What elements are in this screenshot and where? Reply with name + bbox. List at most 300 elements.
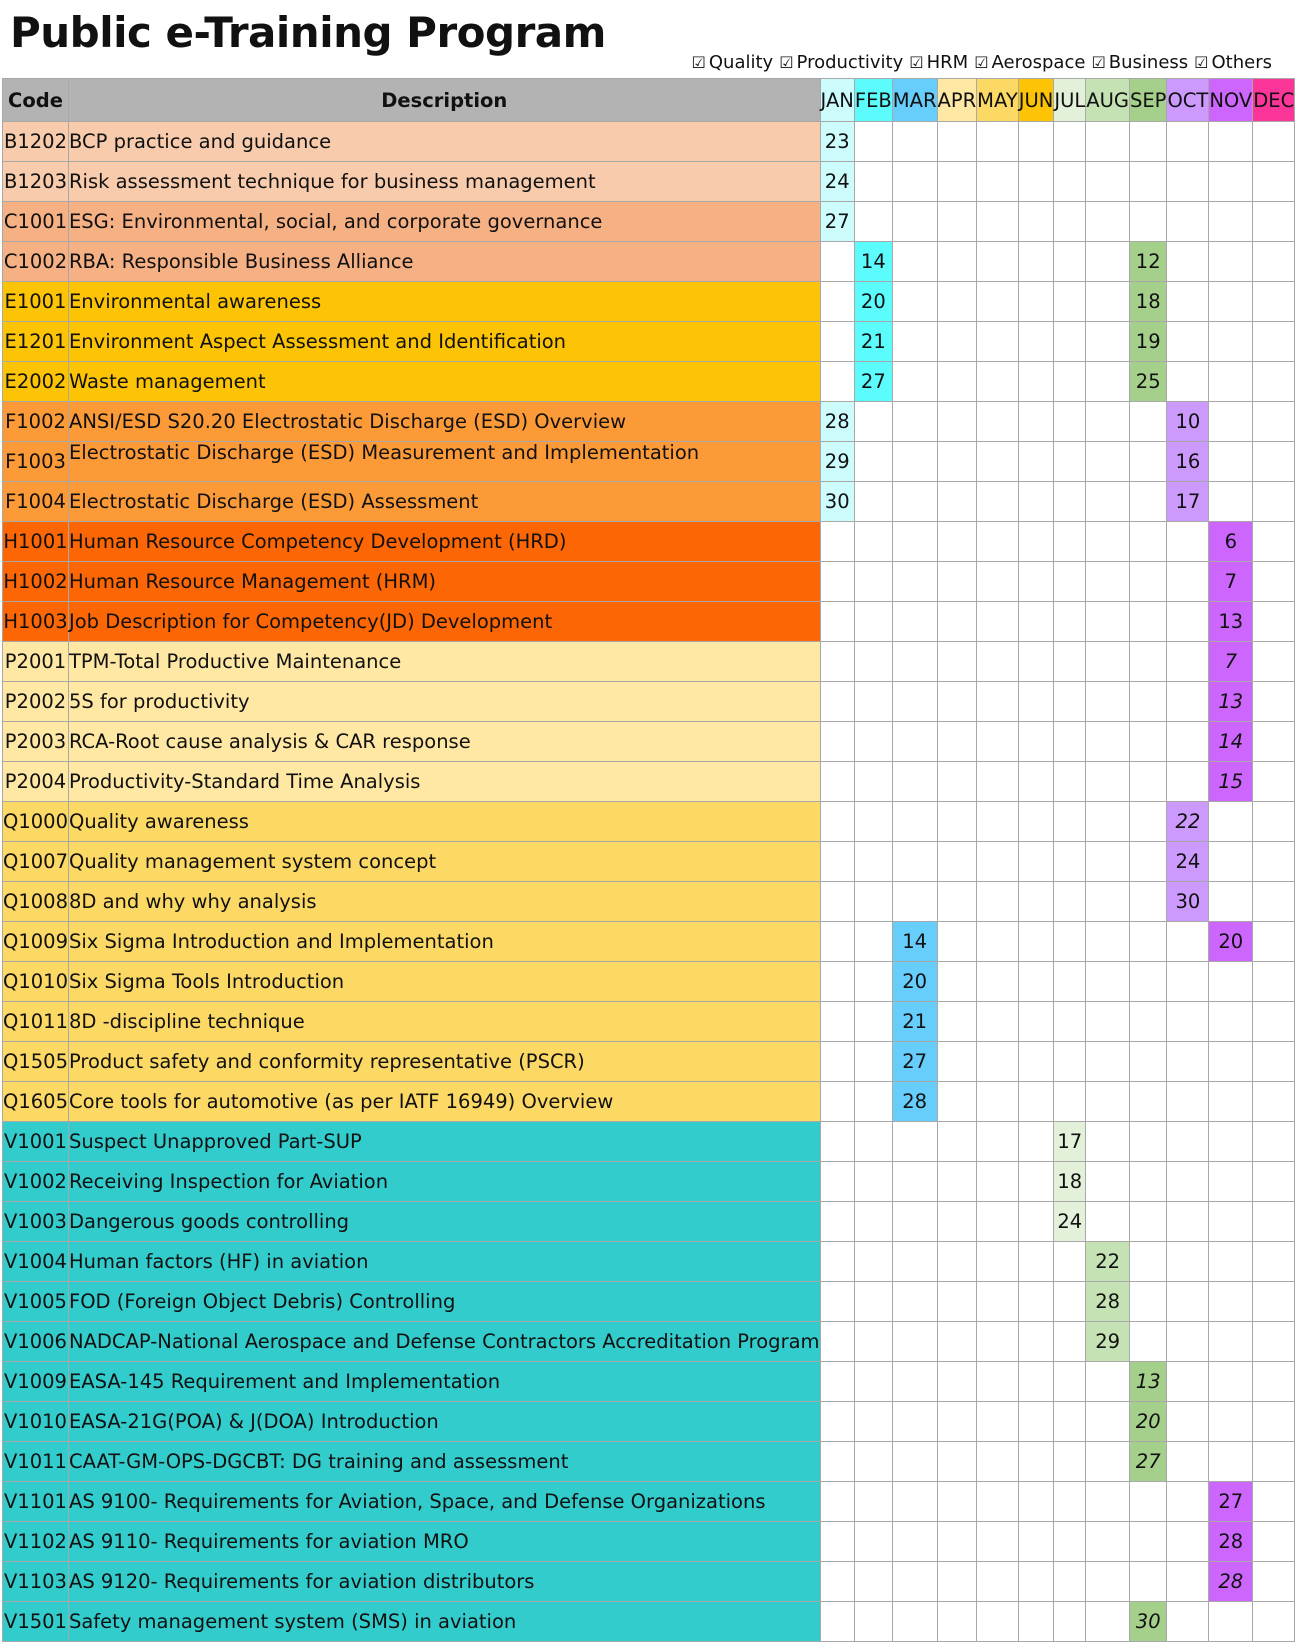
schedule-cell-feb: [854, 442, 892, 482]
course-row: [3, 682, 1295, 722]
course-description: EASA-145 Requirement and Implementation: [68, 1362, 820, 1402]
schedule-cell-oct: [1167, 922, 1209, 962]
schedule-cell-jun: [1018, 522, 1054, 562]
schedule-cell-feb: [854, 922, 892, 962]
course-row: [3, 1282, 1295, 1322]
schedule-cell-apr: [937, 722, 977, 762]
schedule-cell-nov: [1209, 442, 1253, 482]
schedule-cell-aug: [1086, 1562, 1130, 1602]
schedule-cell-nov: [1209, 362, 1253, 402]
schedule-cell-jul: [1054, 1442, 1086, 1482]
session-date: 16: [1167, 442, 1209, 482]
schedule-cell-sep: [1129, 602, 1166, 642]
schedule-cell-aug: [1086, 1522, 1130, 1562]
course-row: [3, 1322, 1295, 1362]
schedule-cell-sep: [1129, 162, 1166, 202]
session-date: 13: [1209, 602, 1253, 642]
course-description: Human factors (HF) in aviation: [68, 1242, 820, 1282]
session-date: 17: [1167, 482, 1209, 522]
schedule-cell-jan: [820, 1162, 854, 1202]
course-description: AS 9120- Requirements for aviation distributors: [68, 1562, 820, 1602]
schedule-cell-sep: [1129, 402, 1166, 442]
schedule-cell-jun: [1018, 1282, 1054, 1322]
schedule-cell-aug: [1086, 1362, 1130, 1402]
course-description: CAAT-GM-OPS-DGCBT: DG training and assessment: [68, 1442, 820, 1482]
schedule-cell-oct: [1167, 522, 1209, 562]
course-code: V1003: [3, 1202, 69, 1242]
schedule-cell-apr: [937, 882, 977, 922]
schedule-cell-jun: [1018, 322, 1054, 362]
schedule-cell-mar: [892, 1602, 937, 1642]
schedule-cell-jun: [1018, 1362, 1054, 1402]
schedule-cell-feb: [854, 1042, 892, 1082]
course-description: Electrostatic Discharge (ESD) Assessment: [68, 482, 820, 522]
schedule-cell-may: [977, 722, 1019, 762]
schedule-cell-jul: [1054, 122, 1086, 162]
schedule-cell-jul: [1054, 642, 1086, 682]
schedule-cell-apr: [937, 1562, 977, 1602]
schedule-cell-dec: [1253, 802, 1295, 842]
schedule-cell-dec: [1253, 682, 1295, 722]
schedule-cell-may: [977, 1562, 1019, 1602]
course-row: [3, 202, 1295, 242]
session-date: 21: [854, 322, 892, 362]
schedule-cell-jul: [1054, 1282, 1086, 1322]
schedule-cell-oct: [1167, 1602, 1209, 1642]
course-description: Safety management system (SMS) in aviation: [68, 1602, 820, 1642]
schedule-cell-jul: [1054, 1562, 1086, 1602]
month-header-may: MAY: [977, 79, 1019, 122]
schedule-cell-oct: [1167, 1402, 1209, 1442]
course-description: 8D and why why analysis: [68, 882, 820, 922]
schedule-cell-apr: [937, 1042, 977, 1082]
session-date: 20: [1129, 1402, 1166, 1442]
schedule-cell-aug: [1086, 1002, 1130, 1042]
course-row: [3, 482, 1295, 522]
schedule-cell-mar: [892, 682, 937, 722]
schedule-cell-apr: [937, 682, 977, 722]
legend-label: Productivity: [796, 52, 904, 73]
schedule-cell-dec: [1253, 1082, 1295, 1122]
course-code: C1002: [3, 242, 69, 282]
course-description: Environment Aspect Assessment and Identification: [68, 322, 820, 362]
schedule-cell-dec: [1253, 1402, 1295, 1442]
session-date: 30: [1129, 1602, 1166, 1642]
session-date: 20: [1209, 922, 1253, 962]
schedule-cell-mar: [892, 1322, 937, 1362]
course-code: Q1000: [3, 802, 69, 842]
schedule-cell-nov: [1209, 1122, 1253, 1162]
course-description: Quality awareness: [68, 802, 820, 842]
schedule-cell-sep: [1129, 1322, 1166, 1362]
course-description: EASA-21G(POA) & J(DOA) Introduction: [68, 1402, 820, 1442]
schedule-cell-jun: [1018, 1522, 1054, 1562]
schedule-cell-jun: [1018, 682, 1054, 722]
schedule-cell-jul: [1054, 1402, 1086, 1442]
legend-label: Quality: [708, 52, 774, 73]
schedule-cell-sep: [1129, 842, 1166, 882]
schedule-cell-apr: [937, 1202, 977, 1242]
schedule-cell-jun: [1018, 922, 1054, 962]
schedule-cell-apr: [937, 1442, 977, 1482]
schedule-cell-mar: [892, 202, 937, 242]
schedule-cell-sep: [1129, 882, 1166, 922]
schedule-cell-mar: [892, 242, 937, 282]
schedule-cell-feb: [854, 162, 892, 202]
schedule-cell-sep: [1129, 122, 1166, 162]
schedule-cell-apr: [937, 1162, 977, 1202]
schedule-cell-feb: [854, 1522, 892, 1562]
legend-item: [779, 52, 903, 73]
month-header-jul: JUL: [1054, 79, 1086, 122]
schedule-cell-apr: [937, 802, 977, 842]
course-description: AS 9100- Requirements for Aviation, Space, and Defense Organizations: [68, 1482, 820, 1522]
schedule-cell-sep: [1129, 1482, 1166, 1522]
schedule-cell-jun: [1018, 762, 1054, 802]
schedule-cell-jan: [820, 1442, 854, 1482]
session-date: 12: [1129, 242, 1166, 282]
schedule-cell-apr: [937, 522, 977, 562]
schedule-cell-apr: [937, 1282, 977, 1322]
schedule-cell-nov: [1209, 162, 1253, 202]
schedule-cell-apr: [937, 1362, 977, 1402]
schedule-cell-feb: [854, 882, 892, 922]
schedule-cell-mar: [892, 162, 937, 202]
course-code: V1006: [3, 1322, 69, 1362]
schedule-cell-may: [977, 1602, 1019, 1642]
legend-item: [1091, 52, 1188, 73]
schedule-cell-mar: [892, 722, 937, 762]
schedule-cell-feb: [854, 1082, 892, 1122]
course-code: Q1008: [3, 882, 69, 922]
schedule-cell-feb: [854, 482, 892, 522]
course-description: BCP practice and guidance: [68, 122, 820, 162]
session-date: 24: [820, 162, 854, 202]
schedule-cell-dec: [1253, 1562, 1295, 1602]
schedule-cell-jul: [1054, 1362, 1086, 1402]
schedule-cell-apr: [937, 1082, 977, 1122]
schedule-cell-jan: [820, 882, 854, 922]
course-row: [3, 362, 1295, 402]
course-code: V1101: [3, 1482, 69, 1522]
schedule-cell-apr: [937, 442, 977, 482]
schedule-cell-jul: [1054, 362, 1086, 402]
schedule-cell-may: [977, 842, 1019, 882]
schedule-cell-nov: [1209, 322, 1253, 362]
schedule-cell-sep: [1129, 1122, 1166, 1162]
schedule-cell-apr: [937, 402, 977, 442]
schedule-cell-may: [977, 242, 1019, 282]
schedule-cell-dec: [1253, 1602, 1295, 1642]
course-code: F1004: [3, 482, 69, 522]
schedule-cell-feb: [854, 1442, 892, 1482]
schedule-cell-oct: [1167, 602, 1209, 642]
schedule-cell-oct: [1167, 1282, 1209, 1322]
schedule-cell-aug: [1086, 242, 1130, 282]
month-header-apr: APR: [937, 79, 977, 122]
schedule-cell-apr: [937, 1242, 977, 1282]
course-code: F1002: [3, 402, 69, 442]
schedule-cell-may: [977, 442, 1019, 482]
schedule-cell-may: [977, 122, 1019, 162]
schedule-cell-aug: [1086, 722, 1130, 762]
schedule-cell-jan: [820, 522, 854, 562]
course-description: RBA: Responsible Business Alliance: [68, 242, 820, 282]
schedule-cell-dec: [1253, 722, 1295, 762]
schedule-cell-aug: [1086, 1082, 1130, 1122]
course-code: C1001: [3, 202, 69, 242]
course-code: V1001: [3, 1122, 69, 1162]
course-row: [3, 282, 1295, 322]
schedule-cell-apr: [937, 1322, 977, 1362]
schedule-cell-apr: [937, 642, 977, 682]
schedule-cell-jul: [1054, 1082, 1086, 1122]
schedule-cell-oct: [1167, 362, 1209, 402]
schedule-cell-jul: [1054, 162, 1086, 202]
schedule-cell-may: [977, 1242, 1019, 1282]
schedule-cell-sep: [1129, 1562, 1166, 1602]
schedule-cell-dec: [1253, 1322, 1295, 1362]
schedule-cell-aug: [1086, 562, 1130, 602]
checkbox-checked-icon: ☑: [1194, 53, 1209, 72]
schedule-cell-aug: [1086, 202, 1130, 242]
schedule-cell-aug: [1086, 1162, 1130, 1202]
course-description: Human Resource Competency Development (HRD): [68, 522, 820, 562]
schedule-cell-dec: [1253, 402, 1295, 442]
schedule-cell-mar: [892, 642, 937, 682]
schedule-cell-feb: [854, 842, 892, 882]
schedule-cell-apr: [937, 1482, 977, 1522]
course-code: V1010: [3, 1402, 69, 1442]
header-row: [3, 79, 1295, 122]
course-code: V1005: [3, 1282, 69, 1322]
course-code: B1203: [3, 162, 69, 202]
course-row: [3, 762, 1295, 802]
schedule-cell-sep: [1129, 1242, 1166, 1282]
schedule-cell-aug: [1086, 322, 1130, 362]
schedule-cell-jul: [1054, 1242, 1086, 1282]
schedule-cell-jul: [1054, 602, 1086, 642]
schedule-cell-jun: [1018, 242, 1054, 282]
schedule-cell-feb: [854, 1562, 892, 1602]
schedule-cell-jan: [820, 1202, 854, 1242]
schedule-cell-jul: [1054, 522, 1086, 562]
legend-item: [909, 52, 968, 73]
schedule-cell-aug: [1086, 1042, 1130, 1082]
course-code: P2003: [3, 722, 69, 762]
schedule-cell-jul: [1054, 682, 1086, 722]
course-row: [3, 882, 1295, 922]
session-date: 27: [892, 1042, 937, 1082]
schedule-cell-feb: [854, 522, 892, 562]
schedule-cell-sep: [1129, 962, 1166, 1002]
course-description: NADCAP-National Aerospace and Defense Contractors Accreditation Program: [68, 1322, 820, 1362]
schedule-cell-oct: [1167, 1482, 1209, 1522]
page-title: Public e-Training Program: [10, 8, 606, 57]
schedule-cell-dec: [1253, 1522, 1295, 1562]
schedule-cell-aug: [1086, 442, 1130, 482]
schedule-cell-jun: [1018, 1122, 1054, 1162]
schedule-cell-jul: [1054, 962, 1086, 1002]
schedule-cell-mar: [892, 362, 937, 402]
course-row: [3, 122, 1295, 162]
schedule-cell-jun: [1018, 642, 1054, 682]
course-code: V1004: [3, 1242, 69, 1282]
schedule-cell-apr: [937, 602, 977, 642]
schedule-cell-aug: [1086, 482, 1130, 522]
session-date: 22: [1167, 802, 1209, 842]
schedule-cell-sep: [1129, 482, 1166, 522]
schedule-cell-oct: [1167, 122, 1209, 162]
schedule-cell-nov: [1209, 202, 1253, 242]
schedule-cell-oct: [1167, 1322, 1209, 1362]
course-description: Productivity-Standard Time Analysis: [68, 762, 820, 802]
schedule-cell-jun: [1018, 1322, 1054, 1362]
schedule-cell-jul: [1054, 282, 1086, 322]
schedule-cell-may: [977, 1482, 1019, 1522]
course-code: E1001: [3, 282, 69, 322]
schedule-cell-jul: [1054, 1002, 1086, 1042]
month-header-jun: JUN: [1018, 79, 1054, 122]
schedule-cell-dec: [1253, 122, 1295, 162]
schedule-cell-jun: [1018, 1402, 1054, 1442]
schedule-cell-aug: [1086, 1402, 1130, 1442]
session-date: 28: [1086, 1282, 1130, 1322]
course-row: [3, 922, 1295, 962]
schedule-cell-nov: [1209, 1162, 1253, 1202]
schedule-cell-mar: [892, 1242, 937, 1282]
checkbox-checked-icon: ☑: [1091, 53, 1106, 72]
schedule-cell-apr: [937, 202, 977, 242]
course-row: [3, 562, 1295, 602]
schedule-cell-jun: [1018, 882, 1054, 922]
schedule-cell-nov: [1209, 122, 1253, 162]
course-code: Q1009: [3, 922, 69, 962]
schedule-cell-apr: [937, 122, 977, 162]
course-row: [3, 1602, 1295, 1642]
course-row: [3, 1082, 1295, 1122]
schedule-cell-may: [977, 682, 1019, 722]
schedule-cell-aug: [1086, 1442, 1130, 1482]
schedule-cell-apr: [937, 1402, 977, 1442]
month-header-jan: JAN: [820, 79, 854, 122]
schedule-cell-dec: [1253, 322, 1295, 362]
schedule-cell-may: [977, 642, 1019, 682]
schedule-cell-sep: [1129, 922, 1166, 962]
schedule-cell-oct: [1167, 1162, 1209, 1202]
schedule-cell-jan: [820, 322, 854, 362]
course-row: [3, 962, 1295, 1002]
schedule-cell-mar: [892, 882, 937, 922]
schedule-cell-feb: [854, 682, 892, 722]
schedule-cell-mar: [892, 522, 937, 562]
session-date: 10: [1167, 402, 1209, 442]
schedule-cell-jan: [820, 962, 854, 1002]
schedule-cell-nov: [1209, 1282, 1253, 1322]
schedule-cell-may: [977, 1362, 1019, 1402]
session-date: 15: [1209, 762, 1253, 802]
schedule-cell-dec: [1253, 162, 1295, 202]
schedule-cell-aug: [1086, 122, 1130, 162]
course-description: ANSI/ESD S20.20 Electrostatic Discharge (ESD) Overview: [68, 402, 820, 442]
schedule-cell-jan: [820, 1602, 854, 1642]
schedule-cell-sep: [1129, 802, 1166, 842]
schedule-cell-may: [977, 1162, 1019, 1202]
course-row: [3, 1402, 1295, 1442]
schedule-cell-feb: [854, 962, 892, 1002]
schedule-cell-dec: [1253, 562, 1295, 602]
schedule-cell-jul: [1054, 402, 1086, 442]
schedule-cell-sep: [1129, 202, 1166, 242]
schedule-cell-jun: [1018, 482, 1054, 522]
schedule-cell-oct: [1167, 1442, 1209, 1482]
schedule-cell-dec: [1253, 922, 1295, 962]
schedule-cell-may: [977, 802, 1019, 842]
session-date: 23: [820, 122, 854, 162]
schedule-cell-feb: [854, 1482, 892, 1522]
session-date: 30: [820, 482, 854, 522]
course-row: [3, 1242, 1295, 1282]
schedule-cell-feb: [854, 722, 892, 762]
month-header-nov: NOV: [1209, 79, 1253, 122]
schedule-cell-nov: [1209, 802, 1253, 842]
month-header-dec: DEC: [1253, 79, 1295, 122]
schedule-cell-jul: [1054, 442, 1086, 482]
schedule-cell-sep: [1129, 1522, 1166, 1562]
schedule-cell-mar: [892, 1522, 937, 1562]
schedule-cell-jun: [1018, 802, 1054, 842]
course-row: [3, 1162, 1295, 1202]
schedule-cell-jan: [820, 1322, 854, 1362]
schedule-cell-mar: [892, 762, 937, 802]
schedule-cell-jul: [1054, 1522, 1086, 1562]
course-code: Q1011: [3, 1002, 69, 1042]
session-date: 28: [892, 1082, 937, 1122]
course-row: [3, 1562, 1295, 1602]
schedule-cell-dec: [1253, 1202, 1295, 1242]
schedule-cell-dec: [1253, 1482, 1295, 1522]
course-row: [3, 1002, 1295, 1042]
schedule-cell-mar: [892, 1402, 937, 1442]
schedule-cell-jun: [1018, 1162, 1054, 1202]
course-code: V1501: [3, 1602, 69, 1642]
schedule-cell-sep: [1129, 1042, 1166, 1082]
schedule-cell-oct: [1167, 1122, 1209, 1162]
schedule-cell-jul: [1054, 802, 1086, 842]
course-code: H1002: [3, 562, 69, 602]
course-code: V1011: [3, 1442, 69, 1482]
schedule-cell-jan: [820, 682, 854, 722]
schedule-cell-jun: [1018, 1482, 1054, 1522]
course-row: [3, 162, 1295, 202]
session-date: 18: [1129, 282, 1166, 322]
schedule-cell-feb: [854, 1002, 892, 1042]
schedule-cell-dec: [1253, 362, 1295, 402]
schedule-cell-apr: [937, 282, 977, 322]
schedule-cell-jan: [820, 362, 854, 402]
schedule-cell-jul: [1054, 842, 1086, 882]
course-code: H1003: [3, 602, 69, 642]
schedule-cell-jan: [820, 1082, 854, 1122]
course-row: [3, 802, 1295, 842]
schedule-cell-oct: [1167, 722, 1209, 762]
schedule-cell-oct: [1167, 682, 1209, 722]
schedule-cell-jan: [820, 562, 854, 602]
schedule-cell-dec: [1253, 282, 1295, 322]
schedule-cell-mar: [892, 1482, 937, 1522]
schedule-cell-mar: [892, 122, 937, 162]
session-date: 27: [1209, 1482, 1253, 1522]
